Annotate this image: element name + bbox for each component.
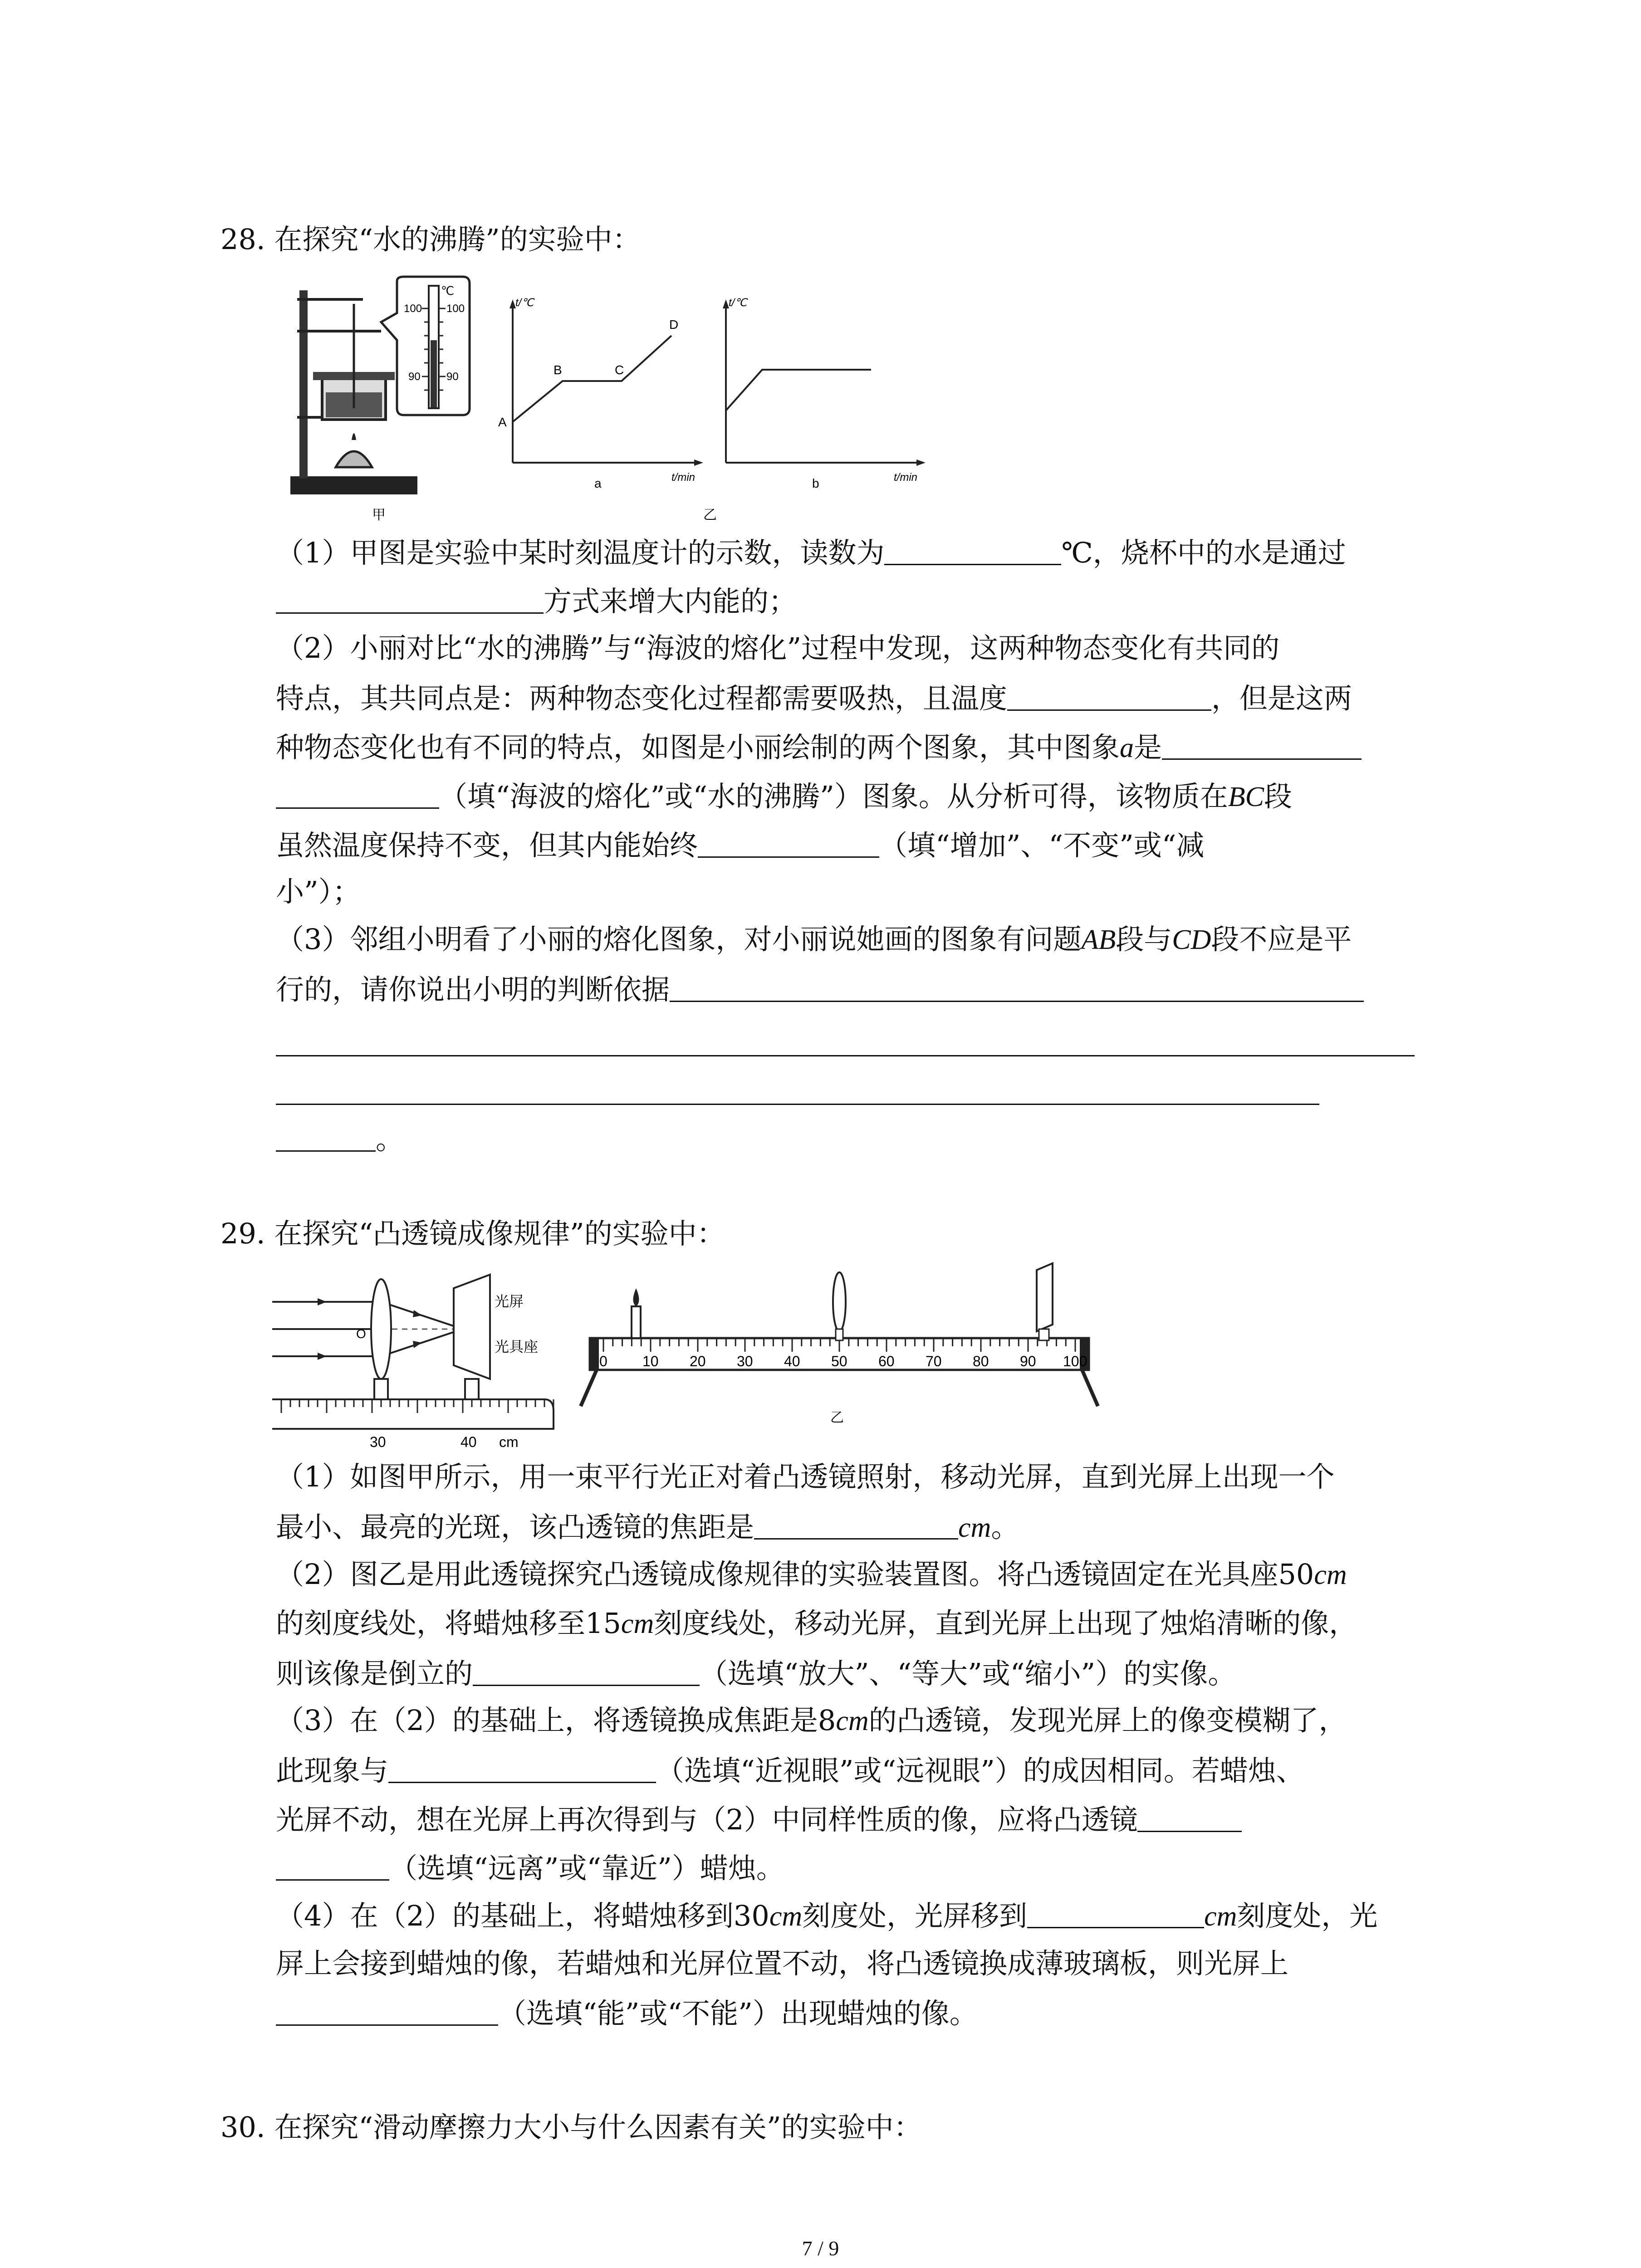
number: 8: [818, 1704, 836, 1737]
graph-b-name: b: [812, 476, 819, 490]
answer-blank[interactable]: [884, 538, 1061, 565]
text: 是: [1134, 731, 1162, 764]
text: （填“增加”、“不变”或“减: [879, 829, 1205, 862]
thermo-tick-label: 100: [404, 303, 422, 315]
q29-part2-line3: [276, 1658, 1236, 1688]
text: （选填“远离”或“靠近”）蜡烛。: [389, 1852, 784, 1885]
q28-figure: [272, 272, 944, 526]
answer-blank[interactable]: [1007, 683, 1211, 711]
text: （3）在（2）的基础上，将透镜换成焦距是: [276, 1704, 818, 1737]
q28-part2-line2: [276, 683, 1352, 713]
bench-tick-label: 100: [1063, 1353, 1087, 1369]
q29-part3-line4: [276, 1852, 784, 1885]
stand-base: [290, 476, 417, 494]
ruler-tick-label: 40: [460, 1434, 477, 1450]
text: 光屏不动，想在光屏上再次得到与（2）中同样性质的像，应将凸透镜: [276, 1803, 1138, 1836]
text: （选填“放大”、“等大”或“缩小”）的实像。: [700, 1657, 1236, 1690]
q28-part2-line5: [276, 830, 1205, 860]
answer-blank[interactable]: [276, 781, 439, 809]
q28-part1-line2: [276, 586, 797, 616]
answer-blank[interactable]: [276, 1998, 498, 2026]
text: （1）甲图是实验中某时刻温度计的示数，读数为: [276, 536, 885, 569]
text: 虽然温度保持不变，但其内能始终: [276, 829, 698, 862]
figure-label-jia: 甲: [372, 508, 386, 523]
question-number: 29.: [220, 1217, 265, 1250]
q28-part2-line3: [276, 732, 1362, 762]
q29-part3-line1: [276, 1706, 1347, 1735]
answer-blank[interactable]: [1162, 732, 1362, 760]
q29-part4-line2: 屏上会接到蜡烛的像，若蜡烛和光屏位置不动，将凸透镜换成薄玻璃板，则光屏上: [276, 1947, 1289, 1980]
text: 。: [376, 1123, 404, 1156]
graph-a-y-label: t/℃: [515, 297, 534, 309]
bench-tick-label: 20: [690, 1353, 706, 1369]
answer-blank[interactable]: [276, 1853, 389, 1881]
answer-blank[interactable]: [276, 1124, 376, 1152]
question-stem: 在探究“滑动摩擦力大小与什么因素有关”的实验中：: [274, 2111, 922, 2144]
q29-figure-svg: [272, 1261, 1107, 1452]
text: 刻度处，光: [1237, 1899, 1378, 1932]
graph-b-x-label: t/min: [894, 471, 918, 484]
thermo-tick-label: 100: [446, 303, 465, 315]
answer-line[interactable]: [276, 1104, 1319, 1105]
question-28-title: [220, 217, 641, 257]
answer-blank[interactable]: [388, 1755, 656, 1783]
answer-blank[interactable]: [276, 586, 544, 614]
bench-tick-label: 40: [784, 1353, 800, 1369]
candle-flame: [633, 1288, 639, 1306]
text: ℃，烧杯中的水是通过: [1061, 536, 1346, 569]
answer-blank[interactable]: [670, 974, 1364, 1002]
stand-rod: [299, 290, 308, 479]
candle: [632, 1306, 641, 1338]
bench-tick-label: 80: [973, 1353, 989, 1369]
number: 50: [1278, 1558, 1314, 1591]
unit: cm: [621, 1608, 654, 1639]
text: 方式来增大内能的；: [544, 585, 797, 618]
q29-part1-line2: [276, 1512, 1019, 1542]
text: 段: [1264, 780, 1293, 813]
answer-line[interactable]: [276, 1055, 1415, 1056]
alcohol-lamp: [336, 451, 372, 467]
text: 则该像是倒立的: [276, 1657, 473, 1690]
variable: BC: [1228, 782, 1264, 812]
answer-blank[interactable]: [754, 1512, 958, 1540]
variable: CD: [1172, 924, 1211, 955]
graph-b-curve: [726, 370, 871, 411]
bench-screen: [1037, 1263, 1053, 1331]
page-number: 7 / 9: [802, 2237, 839, 2260]
q29-part4-line3: [276, 1998, 978, 2028]
bench-tick-label: 70: [926, 1353, 942, 1369]
text: 段与: [1116, 923, 1172, 956]
text: （填“海波的熔化”或“水的沸腾”）图象。从分析可得，该物质在: [439, 780, 1228, 813]
text: （3）邻组小明看了小丽的熔化图象，对小丽说她画的图象有问题: [276, 923, 1082, 956]
text: （选填“近视眼”或“远视眼”）的成因相同。若蜡烛、: [656, 1754, 1304, 1787]
lens-center-label: O: [356, 1327, 366, 1341]
number: 15: [585, 1607, 621, 1640]
light-screen: [454, 1275, 490, 1379]
graph-a-curve: [513, 336, 671, 422]
text: （2）图乙是用此透镜探究凸透镜成像规律的实验装置图。将凸透镜固定在光具座: [276, 1558, 1279, 1591]
optical-bench-label: 光具座: [495, 1339, 539, 1355]
text: 段不应是平: [1211, 923, 1352, 956]
question-stem: 在探究“凸透镜成像规律”的实验中：: [274, 1217, 725, 1250]
q28-part2-line1: （2）小丽对比“水的沸腾”与“海波的熔化”过程中发现，这两种物态变化有共同的: [276, 631, 1280, 665]
bench-tick-label: 10: [642, 1353, 659, 1369]
text: 特点，其共同点是：两种物态变化过程都需要吸热，且温度: [276, 682, 1008, 715]
question-number: 30.: [220, 2111, 265, 2144]
q28-figure-svg: [272, 272, 944, 526]
text: 此现象与: [276, 1754, 389, 1787]
bench-tick-label: 90: [1020, 1353, 1036, 1369]
q28-part2-line4: [276, 781, 1292, 811]
text: 。: [991, 1510, 1019, 1544]
point-label-C: C: [615, 363, 624, 377]
q29-part2-line2: [276, 1609, 1357, 1638]
answer-blank[interactable]: [473, 1658, 700, 1686]
bench-tick-label: 30: [737, 1353, 753, 1369]
q29-part4-line1: [276, 1901, 1377, 1931]
graph-a-name: a: [594, 476, 602, 490]
screen-label: 光屏: [495, 1293, 524, 1310]
unit: cm: [958, 1512, 991, 1543]
text: 的凸透镜，发现光屏上的像变模糊了，: [868, 1704, 1347, 1737]
q28-part1-line1: [276, 538, 1346, 567]
q28-part3-line2: [276, 974, 1364, 1004]
variable: a: [1120, 733, 1134, 763]
figure-label-yi: 乙: [830, 1410, 844, 1425]
answer-blank[interactable]: [698, 830, 879, 858]
figure-label-yi: 乙: [703, 508, 717, 523]
bench-tick-label: 0: [599, 1353, 607, 1369]
variable: AB: [1081, 924, 1116, 955]
ruler-unit: cm: [499, 1434, 519, 1450]
q29-part2-line1: [276, 1560, 1347, 1589]
unit: cm: [1314, 1559, 1347, 1590]
text: 刻度线处，移动光屏，直到光屏上出现了烛焰清晰的像，: [654, 1607, 1357, 1640]
bench-lens: [833, 1272, 846, 1331]
thermometer-callout: [381, 277, 470, 415]
thermo-tick-label: 90: [446, 371, 459, 383]
q29-part3-line2: [276, 1755, 1304, 1785]
thermo-tick-label: 90: [408, 371, 421, 383]
unit: cm: [836, 1706, 869, 1736]
q28-part3-line1: [276, 925, 1352, 954]
question-stem: 在探究“水的沸腾”的实验中：: [274, 223, 641, 256]
unit: cm: [1204, 1901, 1237, 1932]
unit: cm: [769, 1901, 803, 1932]
bench-tick-label: 60: [878, 1353, 895, 1369]
text: （4）在（2）的基础上，将蜡烛移到: [276, 1899, 734, 1932]
text: 种物态变化也有不同的特点，如图是小丽绘制的两个图象，其中图象: [276, 731, 1120, 764]
answer-blank[interactable]: [1027, 1901, 1204, 1928]
q29-part1-line1: （1）如图甲所示，用一束平行光正对着凸透镜照射，移动光屏，直到光屏上出现一个: [276, 1460, 1335, 1493]
scale-ruler: [272, 1399, 554, 1429]
text: 行的，请你说出小明的判断依据: [276, 973, 670, 1006]
ruler-tick-label: 30: [370, 1434, 386, 1450]
question-number: 28.: [220, 223, 265, 256]
thermo-unit-label: ℃: [441, 284, 455, 298]
q29-figure: [272, 1261, 1107, 1452]
text: 刻度处，光屏移到: [802, 1899, 1028, 1932]
q29-part3-line3: [276, 1804, 1242, 1834]
graph-b-y-label: t/℃: [729, 297, 747, 309]
number: 30: [733, 1899, 769, 1932]
text: ，但是这两: [1211, 682, 1352, 715]
point-label-D: D: [669, 318, 679, 332]
q28-part3-end: [276, 1124, 404, 1154]
question-29-title: [220, 1211, 725, 1251]
text: 的刻度线处，将蜡烛移至: [276, 1607, 586, 1640]
answer-blank[interactable]: [1137, 1804, 1242, 1832]
q28-part2-line6: 小”）；: [276, 875, 361, 908]
convex-lens: [371, 1279, 391, 1379]
bench-tick-label: 50: [831, 1353, 847, 1369]
text: （选填“能”或“不能”）出现蜡烛的像。: [498, 1997, 978, 2030]
text: 最小、最亮的光斑，该凸透镜的焦距是: [276, 1510, 754, 1544]
point-label-A: A: [498, 415, 507, 429]
graph-a-x-label: t/min: [671, 471, 696, 484]
question-30-title: [220, 2105, 922, 2145]
point-label-B: B: [554, 363, 562, 377]
